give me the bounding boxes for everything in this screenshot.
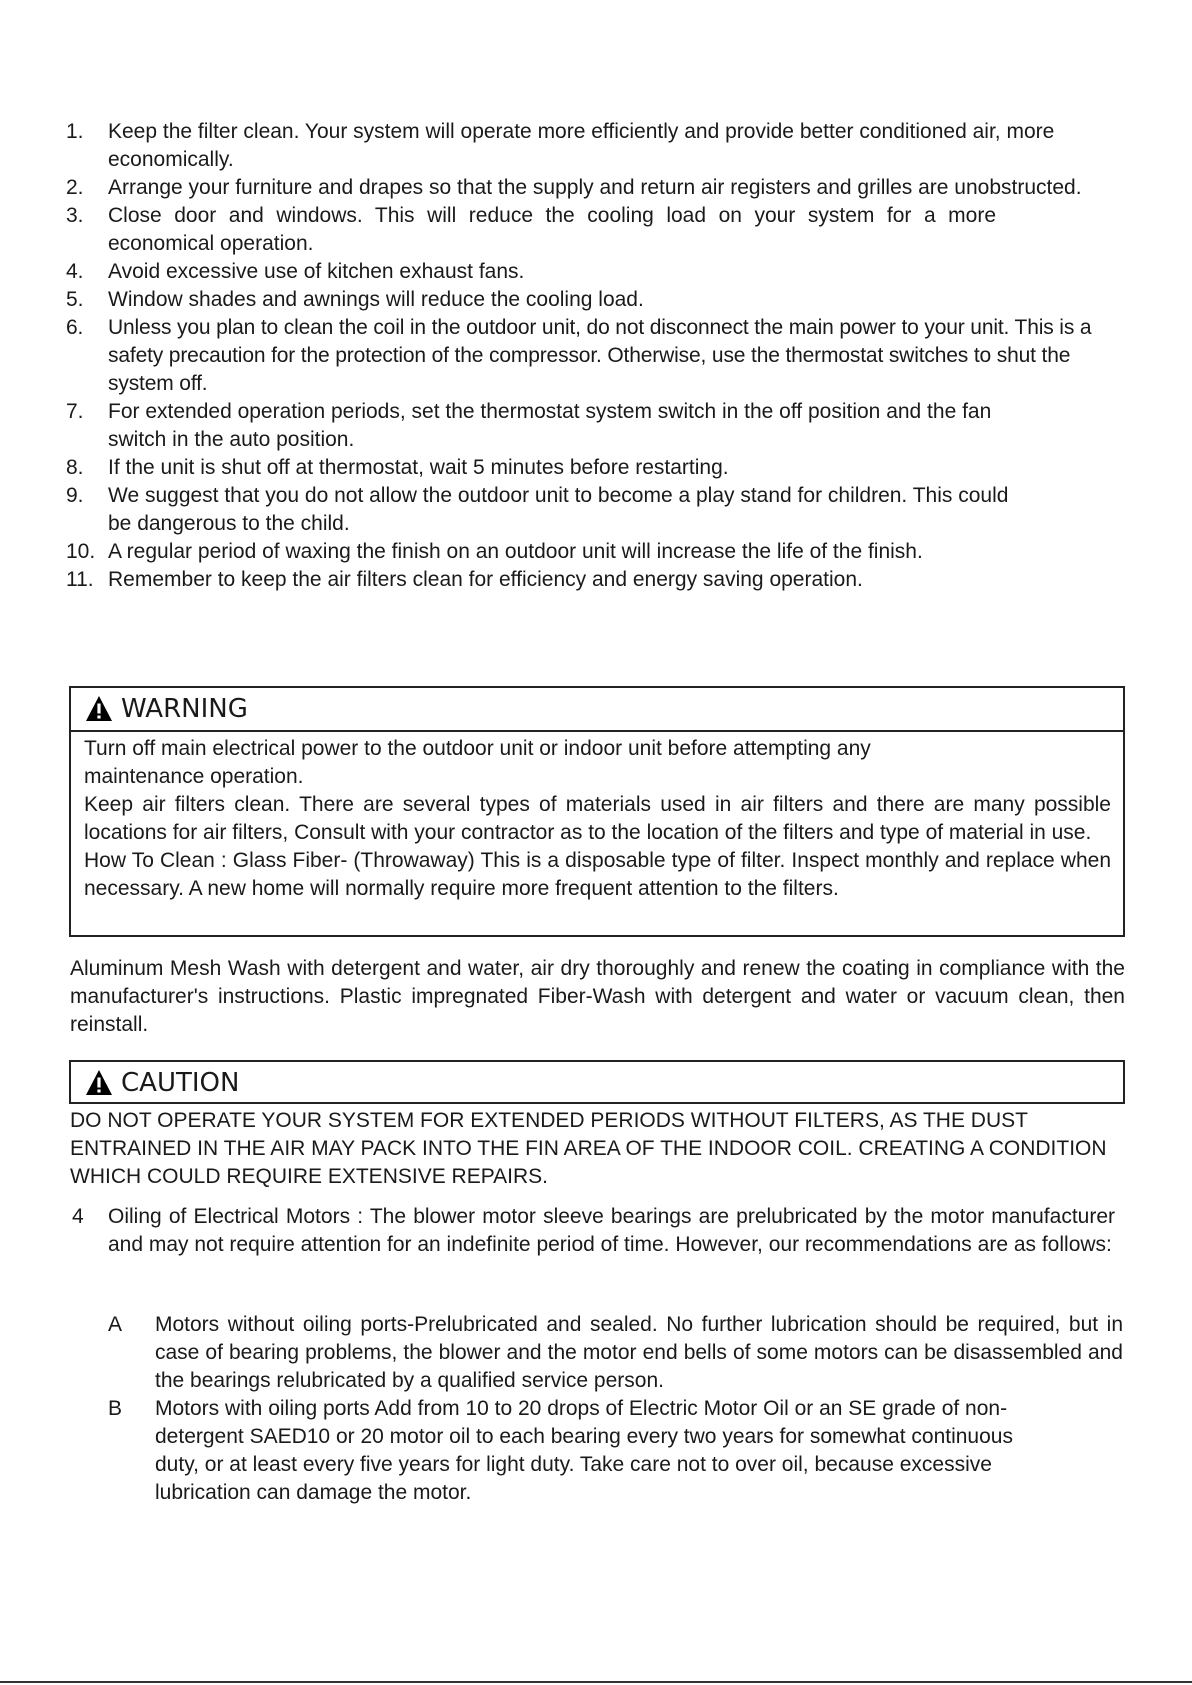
aluminum-mesh-paragraph: Aluminum Mesh Wash with detergent and water, air dry thoroughly and renew the coating in compliance with the manufacturer's instructions. Plastic impregnated Fiber-Wash with detergent and water or vacuum clean, then reinstall. — [70, 957, 1125, 1036]
list-item-number: 9. — [66, 484, 84, 507]
list-item-text: Keep the filter clean. Your system will operate more efficiently and provide better conditioned air, more economically. — [108, 120, 1055, 171]
list-item-text: Motors without oiling ports-Prelubricated and sealed. No further lubrication should be required, but in case of bearing problems, the blower and the motor end bells of some motors can be disassembled and the bearings relubricated by a qualified service person. — [155, 1313, 1123, 1392]
footer-divider — [0, 1681, 1192, 1683]
list-item-number: 8. — [66, 456, 84, 479]
list-item-number: 6. — [66, 316, 84, 339]
list-item-text: A regular period of waxing the finish on an outdoor unit will increase the life of the finish. — [108, 540, 923, 563]
warning-paragraph: Keep air filters clean. There are several types of materials used in air filters and there are many possible locations for air filters, Consult with your contractor as to the location of the filters and type of material in use. — [84, 793, 1111, 844]
list-item-letter: B — [108, 1397, 123, 1420]
list-item-number: 4. — [66, 260, 84, 283]
warning-triangle-icon — [85, 1069, 113, 1097]
list-item — [108, 1311, 1123, 1395]
oiling-section — [72, 1203, 1115, 1259]
list-item-text: For extended operation periods, set the thermostat system switch in the off position and the fan switch in the auto position. — [108, 400, 992, 451]
list-item-number: 7. — [66, 400, 84, 423]
warning-box — [69, 686, 1125, 937]
list-item-text: We suggest that you do not allow the outdoor unit to become a play stand for children. This could be dangerous to the child. — [108, 484, 1009, 535]
list-item — [66, 538, 1136, 566]
caution-box — [69, 1060, 1125, 1104]
list-item — [66, 454, 1136, 482]
warning-body — [71, 732, 1123, 903]
section-number: 4 — [72, 1205, 84, 1228]
warning-header — [71, 688, 1123, 732]
list-item — [66, 202, 1136, 258]
list-item-number: 11. — [66, 568, 94, 591]
list-item — [66, 118, 1136, 174]
caution-title: CAUTION — [121, 1068, 240, 1098]
caution-header — [71, 1062, 1123, 1104]
list-item-number: 2. — [66, 176, 84, 199]
list-item-number: 1. — [66, 120, 84, 143]
list-item-text: Remember to keep the air filters clean for efficiency and energy saving operation. — [108, 568, 863, 591]
warning-paragraph: How To Clean : Glass Fiber- (Throwaway) This is a disposable type of filter. Inspect monthly and replace when necessary. A new home will normally require more frequent attention to the filters. — [84, 849, 1111, 900]
warning-title: WARNING — [121, 694, 248, 724]
list-item-text: If the unit is shut off at thermostat, wait 5 minutes before restarting. — [108, 456, 729, 479]
list-item-number: 3. — [66, 204, 84, 227]
list-item — [66, 482, 1136, 538]
list-item — [66, 398, 1136, 454]
list-item-text: Unless you plan to clean the coil in the outdoor unit, do not disconnect the main power to your unit. This is a safety precaution for the protection of the compressor. Otherwise, use the thermostat switches to shut the system off. — [108, 316, 1092, 395]
list-item-text: Motors with oiling ports Add from 10 to 20 drops of Electric Motor Oil or an SE grade of non-detergent SAED10 or 20 motor oil to each bearing every two years for somewhat continuous duty, or at least every five years for light duty. Take care not to over oil, because excessive lubrication can damage the motor. — [155, 1397, 1013, 1504]
list-item — [66, 286, 1136, 314]
warning-paragraph: Turn off main electrical power to the outdoor unit or indoor unit before attempting any maintenance operation. — [84, 737, 871, 788]
list-item — [66, 314, 1136, 398]
list-item-text: Window shades and awnings will reduce the cooling load. — [108, 288, 644, 311]
list-item-text: Close door and windows. This will reduce the cooling load on your system for a more economical operation. — [108, 204, 996, 255]
list-item-letter: A — [108, 1313, 123, 1336]
warning-triangle-icon — [85, 695, 113, 723]
list-item-text: Avoid excessive use of kitchen exhaust fans. — [108, 260, 525, 283]
list-item-text: Arrange your furniture and drapes so that the supply and return air registers and grilles are unobstructed. — [108, 176, 1082, 199]
list-item — [66, 174, 1136, 202]
list-item-number: 5. — [66, 288, 84, 311]
list-item — [66, 566, 1136, 594]
list-item-number: 10. — [66, 540, 96, 563]
oiling-intro: Oiling of Electrical Motors : The blower motor sleeve bearings are prelubricated by the motor manufacturer and may not require attention for an indefinite period of time. However, our recommendations are as follows: — [108, 1205, 1115, 1256]
list-item — [108, 1395, 1123, 1507]
caution-text: DO NOT OPERATE YOUR SYSTEM FOR EXTENDED PERIODS WITHOUT FILTERS, AS THE DUST ENTRAINED IN THE AIR MAY PACK INTO THE FIN AREA OF THE INDOOR COIL. CREATING A CONDITION WHICH COULD REQUIRE EXTENSIVE REPAIRS. — [70, 1109, 1107, 1188]
list-item — [66, 258, 1136, 286]
maintenance-tips-list — [66, 118, 1136, 594]
